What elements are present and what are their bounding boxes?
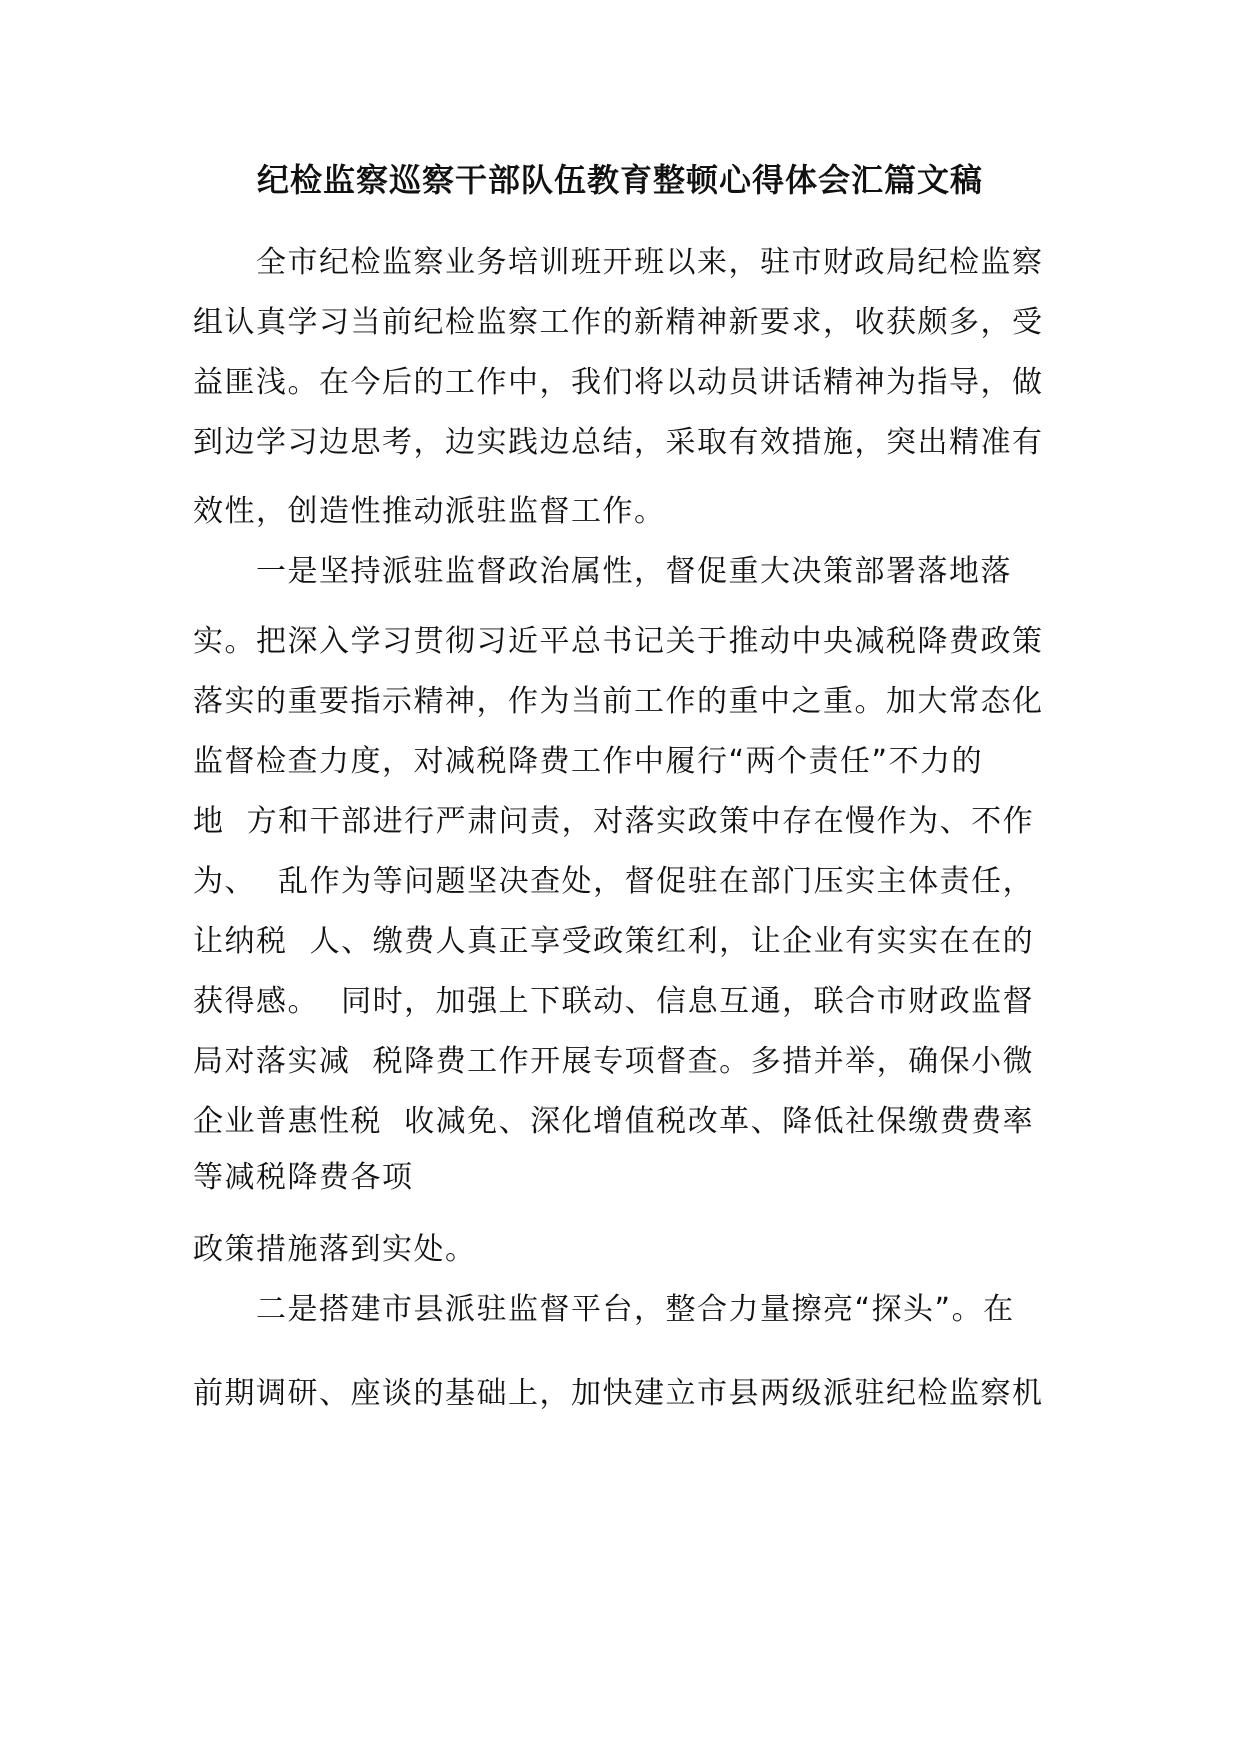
body-line-14: 局对落实减 税降费工作开展专项督查。多措并举，确保小微 xyxy=(193,1044,1035,1079)
body-line-19: 前期调研、座谈的基础上，加快建立市县两级派驻纪检监察机 xyxy=(193,1376,1044,1411)
body-line-9: 监督检查力度，对减税降费工作中履行“两个责任”不力的 xyxy=(193,744,984,779)
body-line-13: 获得感。 同时，加强上下联动、信息互通，联合市财政监督 xyxy=(193,984,1035,1019)
body-line-6: 一是坚持派驻监督政治属性，督促重大决策部署落地落 xyxy=(193,554,1012,589)
body-line-1: 全市纪检监察业务培训班开班以来，驻市财政局纪检监察 xyxy=(193,245,1044,280)
body-line-18: 二是搭建市县派驻监督平台，整合力量擦亮“探头”。在 xyxy=(193,1292,1015,1327)
body-line-15: 企业普惠性税 收减免、深化增值税改革、降低社保缴费费率 xyxy=(193,1104,1035,1139)
body-line-2: 组认真学习当前纪检监察工作的新精神新要求，收获颇多，受 xyxy=(193,305,1044,340)
body-line-12: 让纳税 人、缴费人真正享受政策红利，让企业有实实在在的 xyxy=(193,924,1035,959)
body-line-3: 益匪浅。在今后的工作中，我们将以动员讲话精神为指导，做 xyxy=(193,365,1044,400)
body-line-17: 政策措施落到实处。 xyxy=(193,1232,477,1267)
body-line-4: 到边学习边思考，边实践边总结，采取有效措施，突出精准有 xyxy=(193,425,1044,460)
body-line-10: 地 方和干部进行严肃问责，对落实政策中存在慢作为、不作 xyxy=(193,804,1035,839)
document-title: 纪检监察巡察干部队伍教育整顿心得体会汇篇文稿 xyxy=(256,161,983,199)
body-line-16: 等减税降费各项 xyxy=(193,1160,414,1195)
body-line-7: 实。把深入学习贯彻习近平总书记关于推动中央减税降费政策 xyxy=(193,624,1044,659)
body-line-8: 落实的重要指示精神，作为当前工作的重中之重。加大常态化 xyxy=(193,684,1044,719)
body-line-11: 为、 乱作为等问题坚决查处，督促驻在部门压实主体责任， xyxy=(193,864,1035,899)
body-line-5: 效性，创造性推动派驻监督工作。 xyxy=(193,494,666,529)
